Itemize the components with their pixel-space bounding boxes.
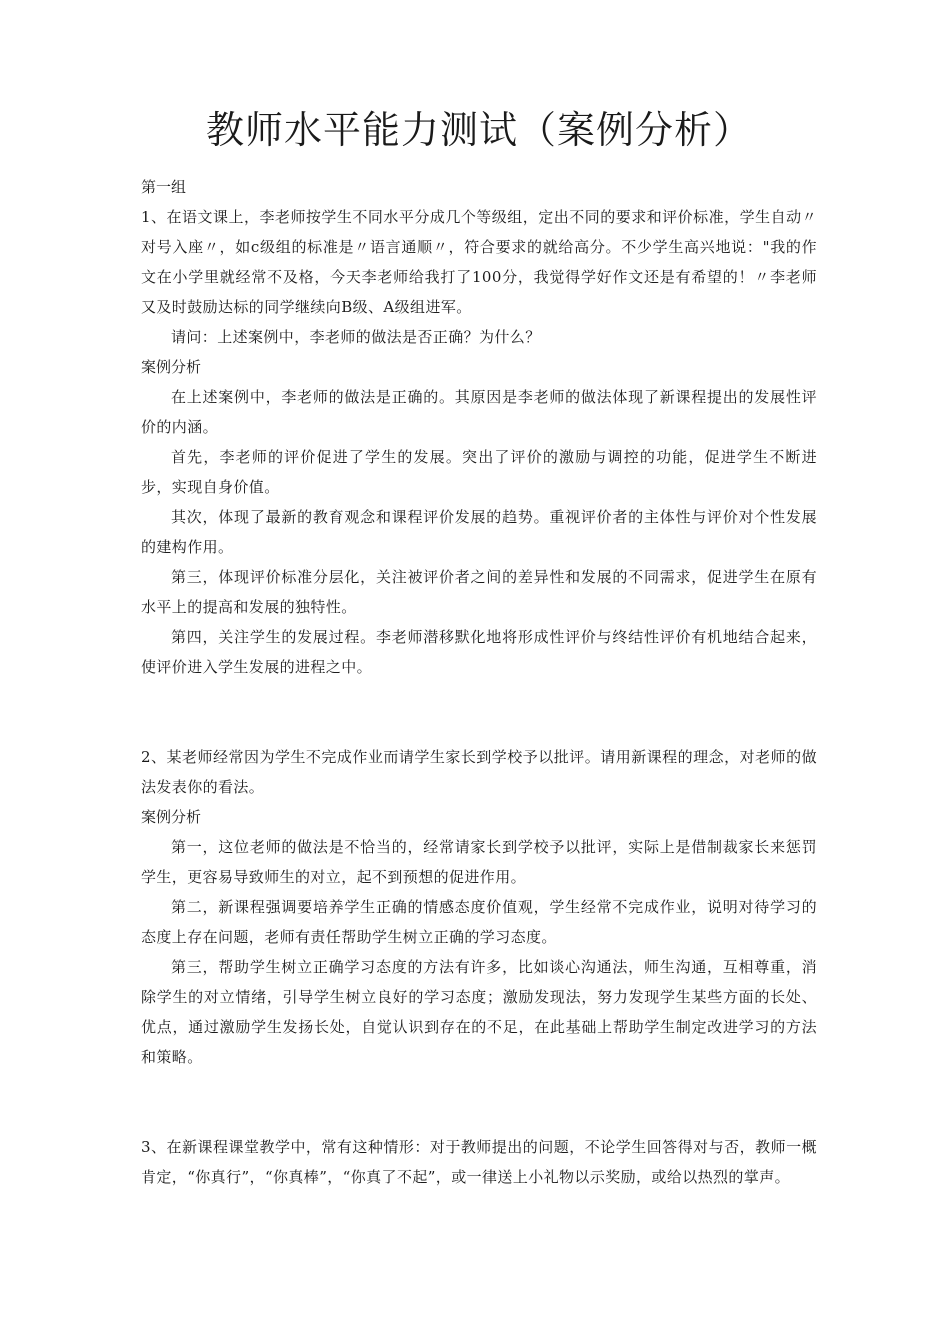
question-1-ask: 请问：上述案例中，李老师的做法是否正确？为什么？ xyxy=(171,328,541,346)
section-spacer xyxy=(141,1072,817,1132)
question-2-analysis-paragraph: 第三，帮助学生树立正确学习态度的方法有许多，比如谈心沟通法，师生沟通，互相尊重，消除学生的对立情绪，引导学生树立良好的学习态度；激励发现法，努力发现学生某些方面的长处、优点，通过激励学生发扬长处，自觉认识到存在的不足，在此基础上帮助学生制定改进学习的方法和策略。 xyxy=(141,958,817,1066)
question-2-text: 2、某老师经常因为学生不完成作业而请学生家长到学校予以批评。请用新课程的理念，对老师的做法发表你的看法。 xyxy=(141,748,817,796)
section-spacer xyxy=(141,682,817,742)
question-1-analysis-label: 案例分析 xyxy=(141,358,202,376)
question-2-analysis-label: 案例分析 xyxy=(141,808,202,826)
question-1-analysis-paragraph: 其次，体现了最新的教育观念和课程评价发展的趋势。重视评价者的主体性与评价对个性发展的建构作用。 xyxy=(141,508,817,556)
question-1-analysis-paragraph: 首先，李老师的评价促进了学生的发展。突出了评价的激励与调控的功能，促进学生不断进步，实现自身价值。 xyxy=(141,448,817,496)
document-page xyxy=(141,100,817,1192)
question-1-text: 1、在语文课上，李老师按学生不同水平分成几个等级组，定出不同的要求和评价标准，学生自动〃对号入座〃，如c级组的标准是〃语言通顺〃，符合要求的就给高分。不少学生高兴地说："我的作文在小学里就经常不及格，今天李老师给我打了100分，我觉得学好作文还是有希望的！〃李老师又及时鼓励达标的同学继续向B级、A级组进军。 xyxy=(141,208,817,316)
question-2-analysis-paragraph: 第一，这位老师的做法是不恰当的，经常请家长到学校予以批评，实际上是借制裁家长来惩罚学生，更容易导致师生的对立，起不到预想的促进作用。 xyxy=(141,838,817,886)
group-heading: 第一组 xyxy=(141,178,187,196)
question-2-analysis-paragraph: 第二，新课程强调要培养学生正确的情感态度价值观，学生经常不完成作业，说明对待学习的态度上存在问题，老师有责任帮助学生树立正确的学习态度。 xyxy=(141,898,817,946)
question-1-analysis-paragraph: 在上述案例中，李老师的做法是正确的。其原因是李老师的做法体现了新课程提出的发展性评价的内涵。 xyxy=(141,388,817,436)
question-1-analysis-paragraph: 第三，体现评价标准分层化，关注被评价者之间的差异性和发展的不同需求，促进学生在原有水平上的提高和发展的独特性。 xyxy=(141,568,817,616)
document-title: 教师水平能力测试（案例分析） xyxy=(205,108,752,152)
question-1-analysis-paragraph: 第四，关注学生的发展过程。李老师潜移默化地将形成性评价与终结性评价有机地结合起来，使评价进入学生发展的进程之中。 xyxy=(141,628,817,676)
question-3-text: 3、在新课程课堂教学中，常有这种情形：对于教师提出的问题，不论学生回答得对与否，教师一概肯定，“你真行”，“你真棒”，“你真了不起”，或一律送上小礼物以示奖励，或给以热烈的掌声。 xyxy=(141,1138,817,1186)
